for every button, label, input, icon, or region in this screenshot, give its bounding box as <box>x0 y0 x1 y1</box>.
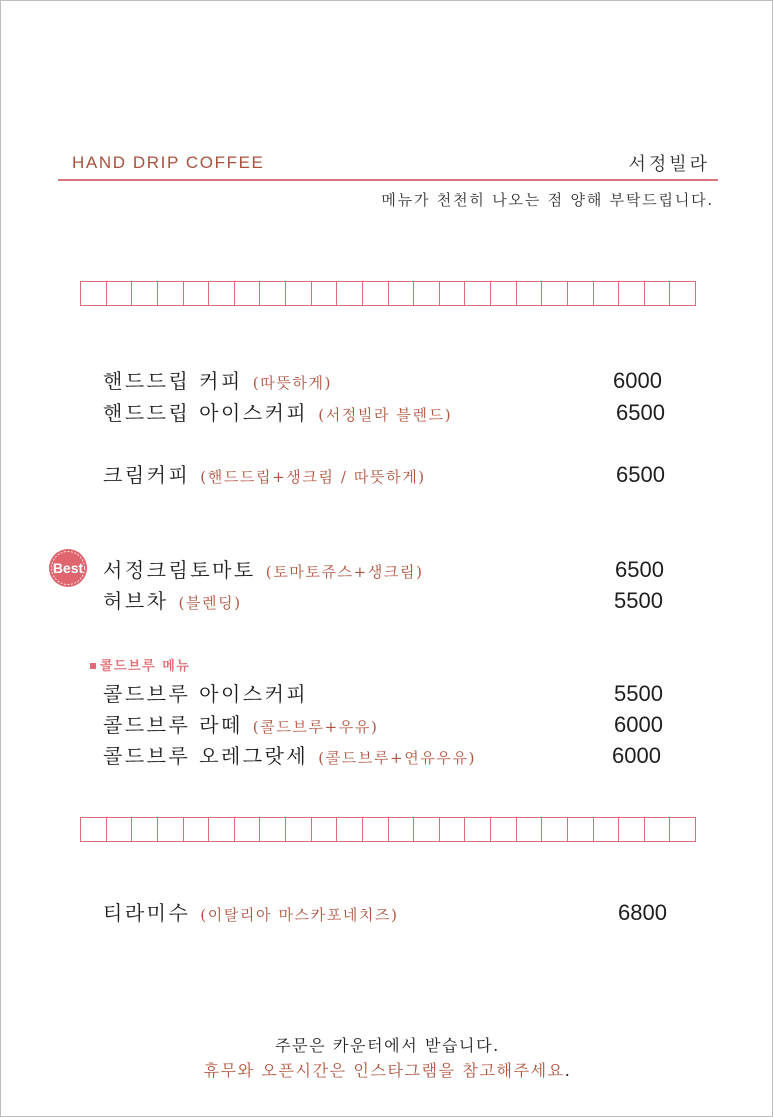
menu-item <box>103 898 399 928</box>
menu-item-price: 5500 <box>614 588 663 613</box>
menu-item-name: 핸드드립 아이스커피 <box>103 401 309 425</box>
order-instructions: 주문은 카운터에서 받습니다. <box>275 1036 500 1055</box>
menu-item-price: 5500 <box>614 681 663 706</box>
menu-item-price: 6800 <box>618 900 667 925</box>
menu-item-price: 6000 <box>612 743 661 768</box>
menu-item-name: 콜드브루 아이스커피 <box>103 682 309 706</box>
menu-item <box>103 555 424 585</box>
cold-brew-section-text: 콜드브루 메뉴 <box>100 659 191 674</box>
menu-item-note: (따뜻하게) <box>252 374 333 392</box>
menu-item-note: (콜드브루+우유) <box>252 718 379 736</box>
menu-item-note: (서정빌라 블렌드) <box>318 406 453 424</box>
service-notice: 메뉴가 천천히 나오는 점 양해 부탁드립니다. <box>381 191 714 209</box>
menu-item-price: 6000 <box>613 368 662 393</box>
cold-brew-section-label <box>90 655 190 674</box>
menu-item <box>103 460 426 490</box>
brand-title: HAND DRIP COFFEE <box>72 153 265 172</box>
menu-item-name: 핸드드립 커피 <box>103 369 243 393</box>
menu-item-note: (콜드브루+연유우유) <box>318 749 477 767</box>
hours-notice <box>1 1058 773 1081</box>
decorative-grid-top <box>80 281 696 306</box>
menu-item <box>103 366 332 396</box>
menu-item-name: 서정크림토마토 <box>103 558 256 582</box>
menu-item <box>103 710 378 740</box>
hours-notice-period: . <box>564 1061 572 1080</box>
menu-item-price: 6000 <box>614 712 663 737</box>
hours-notice-text: 휴무와 오픈시간은 인스타그램을 참고해주세요 <box>203 1061 565 1080</box>
shop-name: 서정빌라 <box>628 154 710 175</box>
menu-item <box>103 741 476 771</box>
menu-item-note: (블렌딩) <box>178 594 242 612</box>
menu-item <box>103 398 452 428</box>
menu-item-name: 허브차 <box>103 589 169 613</box>
menu-item-note: (핸드드립+생크림 / 따뜻하게) <box>200 468 426 486</box>
best-badge-icon <box>43 548 93 588</box>
square-bullet-icon <box>90 663 96 669</box>
menu-item-name: 크림커피 <box>103 463 191 487</box>
decorative-grid-bottom <box>80 817 696 842</box>
header-divider <box>58 179 718 181</box>
best-badge <box>43 548 93 588</box>
menu-item-name: 콜드브루 오레그랏세 <box>103 744 309 768</box>
menu-item-price: 6500 <box>616 462 665 487</box>
menu-item <box>103 586 242 616</box>
best-badge-label: Best <box>52 560 84 576</box>
menu-item-name: 티라미수 <box>103 901 191 925</box>
menu-item-price: 6500 <box>616 400 665 425</box>
menu-item-note: (이탈리아 마스카포네치즈) <box>200 906 399 924</box>
menu-item-note: (토마토쥬스+생크림) <box>265 563 424 581</box>
menu-item <box>103 679 308 709</box>
menu-item-name: 콜드브루 라떼 <box>103 713 243 737</box>
menu-item-price: 6500 <box>615 557 664 582</box>
